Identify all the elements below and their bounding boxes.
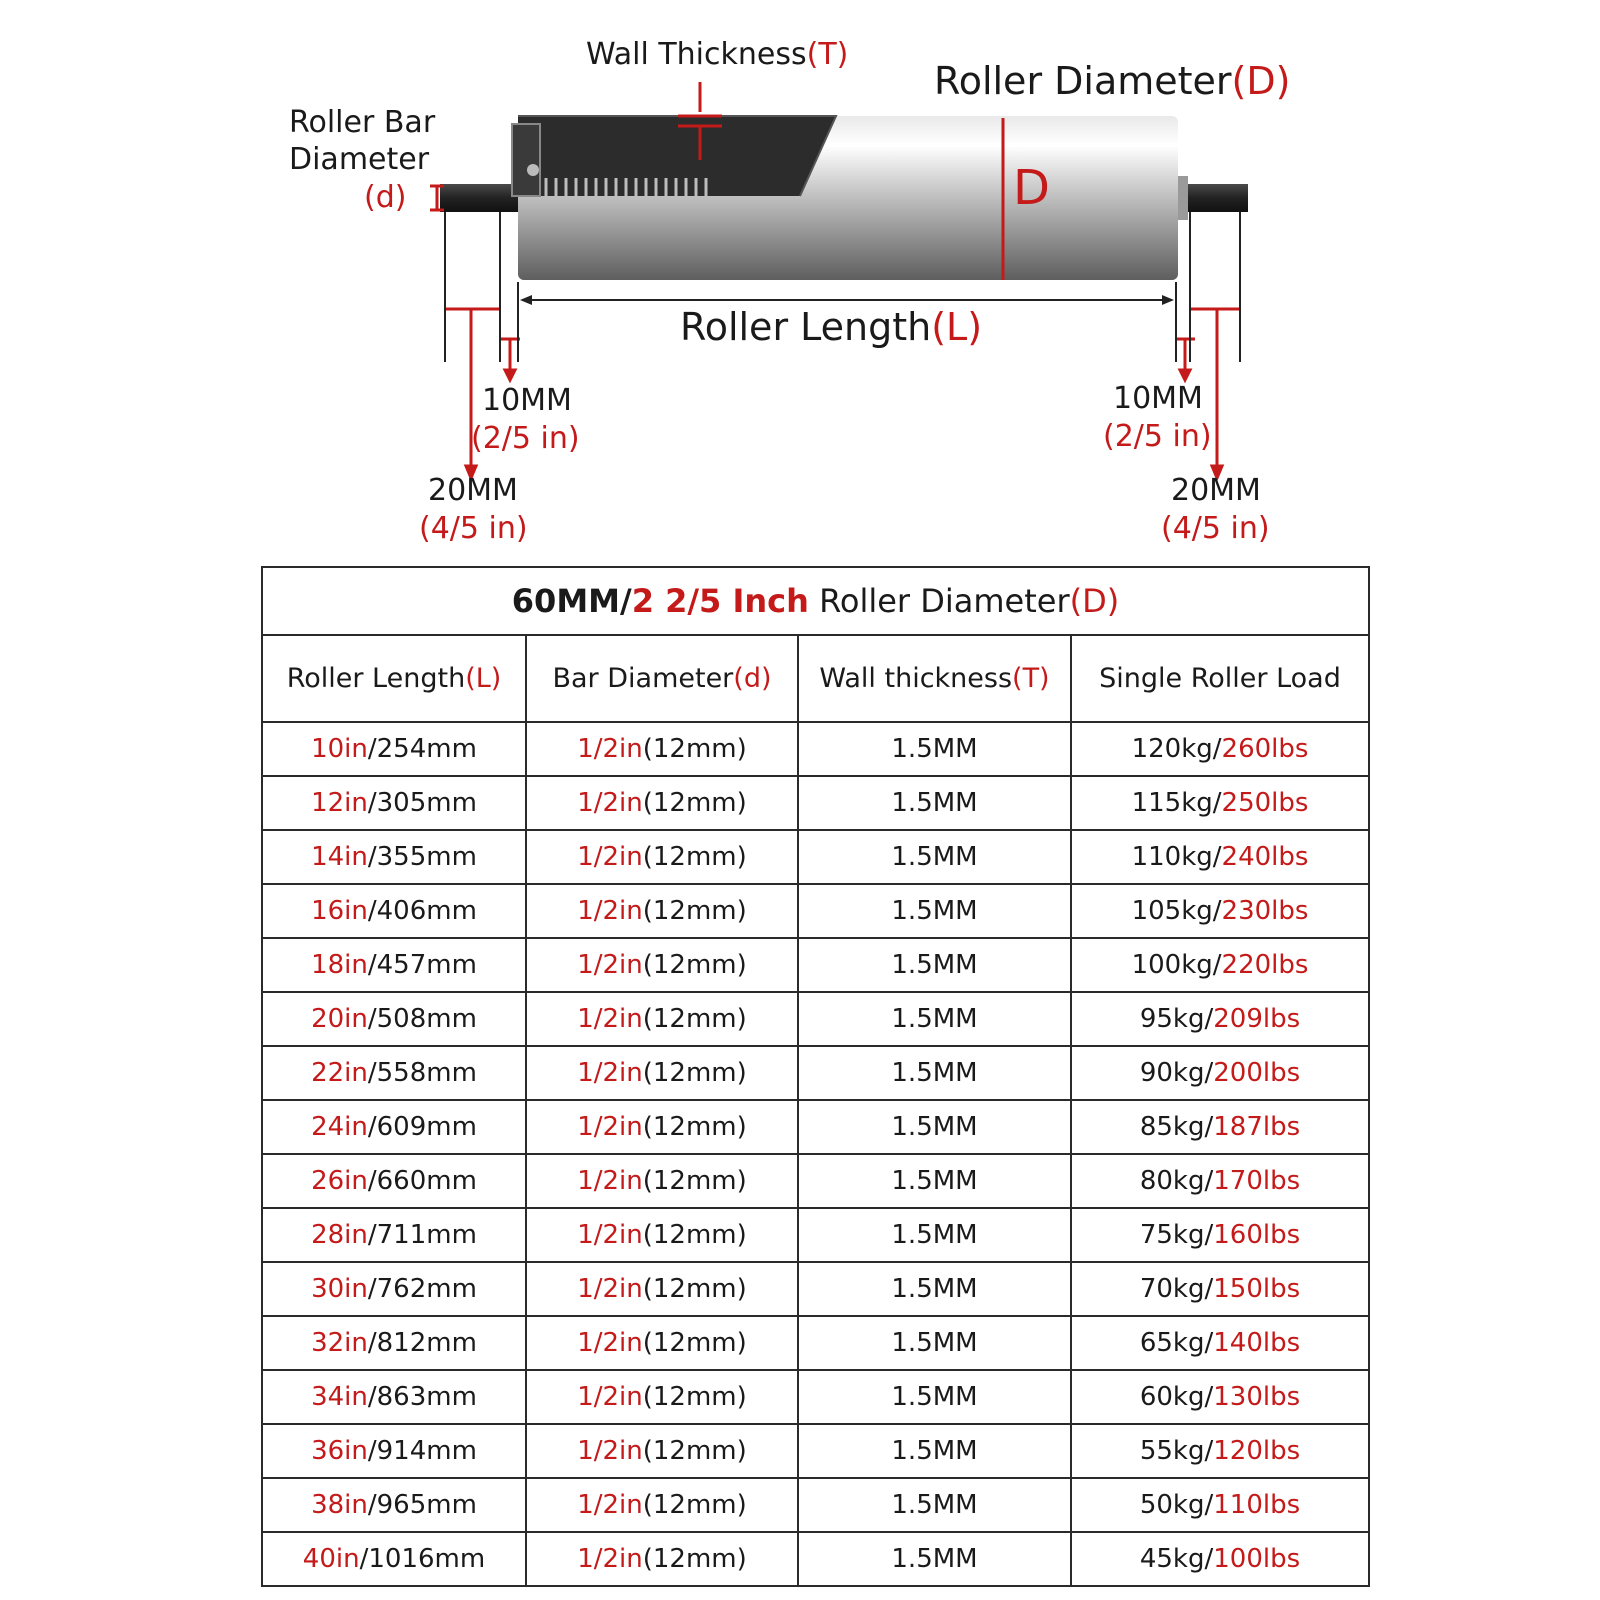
cell-load-kg: 70kg/ (1139, 1274, 1214, 1304)
cell-load-lbs: 120lbs (1213, 1436, 1301, 1466)
table-row (262, 830, 1369, 884)
cell-wall: 1.5MM (891, 1436, 978, 1466)
cell-load-lbs: 110lbs (1213, 1490, 1301, 1520)
cell-wall-thickness (798, 884, 1071, 938)
cell-len-mm: /305mm (367, 788, 477, 818)
cell-bar-in: 1/2in (577, 1436, 643, 1466)
table-row (262, 1046, 1369, 1100)
cell-len-mm: /965mm (367, 1490, 477, 1520)
cell-roller-length (262, 776, 526, 830)
cell-len-mm: /508mm (367, 1004, 477, 1034)
cell-wall-thickness (798, 1316, 1071, 1370)
cell-bar-mm: (12mm) (642, 896, 747, 926)
cell-wall: 1.5MM (891, 1166, 978, 1196)
cell-roller-length (262, 1478, 526, 1532)
cell-bar-in: 1/2in (577, 896, 643, 926)
cell-wall: 1.5MM (891, 788, 978, 818)
table-row (262, 1532, 1369, 1586)
table-row (262, 884, 1369, 938)
cell-load-lbs: 140lbs (1213, 1328, 1301, 1358)
cell-bar-diameter (526, 1532, 798, 1586)
cell-wall-thickness (798, 1154, 1071, 1208)
cell-load-lbs: 150lbs (1213, 1274, 1301, 1304)
cell-bar-mm: (12mm) (642, 1328, 747, 1358)
cell-single-roller-load (1071, 1424, 1369, 1478)
cell-roller-length (262, 830, 526, 884)
cell-bar-mm: (12mm) (642, 788, 747, 818)
wall-thickness-text: Wall Thickness (586, 37, 807, 72)
table-row (262, 1262, 1369, 1316)
cell-wall: 1.5MM (891, 1004, 978, 1034)
table-row (262, 1424, 1369, 1478)
cell-len-in: 22in (311, 1058, 368, 1088)
cell-roller-length (262, 1208, 526, 1262)
cell-load-kg: 60kg/ (1139, 1382, 1214, 1412)
cell-bar-diameter (526, 1154, 798, 1208)
cell-single-roller-load (1071, 722, 1369, 776)
bar-diameter-symbol: (d) (364, 180, 407, 215)
cell-bar-mm: (12mm) (642, 1058, 747, 1088)
cell-bar-mm: (12mm) (642, 1004, 747, 1034)
cell-wall-thickness (798, 1208, 1071, 1262)
cell-load-kg: 50kg/ (1139, 1490, 1214, 1520)
cell-wall-thickness (798, 938, 1071, 992)
cell-roller-length (262, 884, 526, 938)
cell-bar-mm: (12mm) (642, 1490, 747, 1520)
cell-load-kg: 80kg/ (1139, 1166, 1214, 1196)
cell-len-mm: /1016mm (359, 1544, 486, 1574)
inner-right-inch: (2/5 in) (1103, 419, 1212, 454)
cell-load-lbs: 200lbs (1213, 1058, 1301, 1088)
cell-wall: 1.5MM (891, 1058, 978, 1088)
header-text: Roller Length (286, 663, 466, 694)
cell-len-in: 14in (311, 842, 368, 872)
cell-len-in: 10in (311, 734, 368, 764)
roller-diagram (0, 0, 1600, 560)
cell-load-lbs: 260lbs (1221, 734, 1309, 764)
cell-load-kg: 85kg/ (1139, 1112, 1214, 1142)
cell-roller-length (262, 1262, 526, 1316)
cell-wall: 1.5MM (891, 1328, 978, 1358)
table-row (262, 776, 1369, 830)
cell-bar-diameter (526, 1424, 798, 1478)
cell-load-lbs: 220lbs (1221, 950, 1309, 980)
cell-roller-length (262, 992, 526, 1046)
inner-right-mm: 10MM (1113, 381, 1203, 416)
header-text: Bar Diameter (552, 663, 734, 694)
cell-len-mm: /558mm (367, 1058, 477, 1088)
cell-bar-in: 1/2in (577, 950, 643, 980)
cell-wall: 1.5MM (891, 1382, 978, 1412)
cell-single-roller-load (1071, 1154, 1369, 1208)
cell-wall-thickness (798, 1262, 1071, 1316)
header-roller-length (262, 635, 526, 722)
diameter-d-letter: D (1013, 160, 1050, 216)
cell-bar-diameter (526, 1478, 798, 1532)
cell-bar-diameter (526, 938, 798, 992)
cell-load-kg: 65kg/ (1139, 1328, 1214, 1358)
cell-len-mm: /609mm (367, 1112, 477, 1142)
cell-wall-thickness (798, 776, 1071, 830)
cell-bar-diameter (526, 776, 798, 830)
cell-load-lbs: 209lbs (1213, 1004, 1301, 1034)
cell-roller-length (262, 1532, 526, 1586)
cell-wall-thickness (798, 1424, 1071, 1478)
cell-single-roller-load (1071, 1316, 1369, 1370)
wall-thickness-symbol: (T) (806, 37, 849, 72)
header-symbol: (d) (733, 663, 772, 694)
cell-bar-diameter (526, 1316, 798, 1370)
cell-load-kg: 120kg/ (1131, 734, 1222, 764)
cell-len-in: 12in (311, 788, 368, 818)
cell-len-in: 36in (311, 1436, 368, 1466)
cell-len-mm: /355mm (367, 842, 477, 872)
cell-bar-in: 1/2in (577, 1004, 643, 1034)
roller-length-label (680, 305, 982, 349)
table-row (262, 1154, 1369, 1208)
table-row (262, 1370, 1369, 1424)
cell-len-in: 32in (311, 1328, 368, 1358)
cell-len-in: 28in (311, 1220, 368, 1250)
cell-bar-diameter (526, 1208, 798, 1262)
cell-len-mm: /711mm (367, 1220, 477, 1250)
outer-left-mm: 20MM (428, 473, 518, 508)
cell-single-roller-load (1071, 830, 1369, 884)
cell-bar-mm: (12mm) (642, 1166, 747, 1196)
cell-bar-mm: (12mm) (642, 734, 747, 764)
cell-roller-length (262, 1100, 526, 1154)
spec-table (261, 566, 1370, 1587)
cell-bar-mm: (12mm) (642, 1220, 747, 1250)
cell-bar-in: 1/2in (577, 1544, 643, 1574)
cell-bar-in: 1/2in (577, 1274, 643, 1304)
roller-diameter-text: Roller Diameter (934, 59, 1232, 103)
cell-bar-mm: (12mm) (642, 1382, 747, 1412)
cell-load-kg: 105kg/ (1131, 896, 1222, 926)
table-row (262, 1100, 1369, 1154)
cell-single-roller-load (1071, 1208, 1369, 1262)
bar-diameter-label-line2: Diameter (289, 142, 430, 177)
cell-bar-in: 1/2in (577, 1058, 643, 1088)
cell-bar-mm: (12mm) (642, 1436, 747, 1466)
cell-bar-in: 1/2in (577, 1166, 643, 1196)
table-header-row (262, 635, 1369, 722)
cell-load-lbs: 250lbs (1221, 788, 1309, 818)
cell-bar-mm: (12mm) (642, 1544, 747, 1574)
table-row (262, 1208, 1369, 1262)
cell-load-kg: 115kg/ (1131, 788, 1222, 818)
cell-wall: 1.5MM (891, 1112, 978, 1142)
cell-single-roller-load (1071, 1100, 1369, 1154)
cell-load-kg: 110kg/ (1131, 842, 1222, 872)
roller-drawing (0, 0, 1600, 560)
cell-load-kg: 95kg/ (1139, 1004, 1214, 1034)
cell-wall: 1.5MM (891, 896, 978, 926)
header-bar-diameter (526, 635, 798, 722)
cell-bar-in: 1/2in (577, 788, 643, 818)
cell-bar-in: 1/2in (577, 734, 643, 764)
cell-len-in: 40in (302, 1544, 360, 1574)
cell-single-roller-load (1071, 938, 1369, 992)
roller-diameter-label (934, 59, 1290, 103)
cell-bar-diameter (526, 722, 798, 776)
title-inch: 2 2/5 Inch (631, 582, 809, 620)
header-text: Wall thickness (819, 663, 1013, 694)
cell-wall-thickness (798, 1046, 1071, 1100)
cell-single-roller-load (1071, 1262, 1369, 1316)
cell-load-kg: 45kg/ (1139, 1544, 1214, 1574)
cell-len-mm: /660mm (367, 1166, 477, 1196)
cell-wall: 1.5MM (891, 842, 978, 872)
cell-wall-thickness (798, 1370, 1071, 1424)
cell-single-roller-load (1071, 1478, 1369, 1532)
header-wall-thickness (798, 635, 1071, 722)
cell-load-kg: 100kg/ (1131, 950, 1222, 980)
cell-bar-diameter (526, 1370, 798, 1424)
cell-single-roller-load (1071, 1046, 1369, 1100)
cell-wall: 1.5MM (891, 1544, 978, 1574)
cell-load-lbs: 187lbs (1213, 1112, 1301, 1142)
cell-wall: 1.5MM (891, 1490, 978, 1520)
cell-len-in: 18in (311, 950, 368, 980)
outer-left-inch: (4/5 in) (419, 511, 528, 546)
table-title (262, 567, 1369, 635)
cell-roller-length (262, 1424, 526, 1478)
cell-wall: 1.5MM (891, 734, 978, 764)
cell-bar-in: 1/2in (577, 1490, 643, 1520)
cell-len-mm: /457mm (367, 950, 477, 980)
title-text: Roller Diameter (808, 582, 1070, 620)
roller-length-symbol: (L) (931, 305, 983, 349)
table-row (262, 992, 1369, 1046)
cell-bar-diameter (526, 1100, 798, 1154)
cell-roller-length (262, 1370, 526, 1424)
cell-wall-thickness (798, 1100, 1071, 1154)
outer-right-mm: 20MM (1171, 473, 1261, 508)
cell-bar-in: 1/2in (577, 1328, 643, 1358)
cell-wall: 1.5MM (891, 950, 978, 980)
outer-right-inch: (4/5 in) (1161, 511, 1270, 546)
cell-len-mm: /254mm (367, 734, 477, 764)
inner-left-inch: (2/5 in) (471, 421, 580, 456)
cell-bar-mm: (12mm) (642, 1112, 747, 1142)
cell-load-kg: 90kg/ (1139, 1058, 1214, 1088)
roller-diameter-symbol: (D) (1231, 59, 1291, 103)
cell-len-mm: /914mm (367, 1436, 477, 1466)
cell-len-mm: /406mm (367, 896, 477, 926)
cell-wall-thickness (798, 1532, 1071, 1586)
cell-load-kg: 75kg/ (1139, 1220, 1214, 1250)
cell-roller-length (262, 1046, 526, 1100)
header-symbol: (T) (1012, 663, 1050, 694)
cell-len-in: 26in (311, 1166, 368, 1196)
cell-len-mm: /762mm (367, 1274, 477, 1304)
cell-load-lbs: 230lbs (1221, 896, 1309, 926)
cell-load-lbs: 240lbs (1221, 842, 1309, 872)
cell-single-roller-load (1071, 776, 1369, 830)
cell-len-in: 16in (311, 896, 368, 926)
cell-bar-in: 1/2in (577, 1112, 643, 1142)
cell-wall-thickness (798, 830, 1071, 884)
inner-left-mm: 10MM (482, 383, 572, 418)
table-row (262, 938, 1369, 992)
cell-bar-in: 1/2in (577, 1382, 643, 1412)
cell-load-lbs: 130lbs (1213, 1382, 1301, 1412)
cell-len-mm: /812mm (367, 1328, 477, 1358)
header-text: Single Roller Load (1099, 663, 1341, 694)
cell-load-lbs: 100lbs (1213, 1544, 1301, 1574)
title-symbol: (D) (1069, 582, 1120, 620)
cell-bar-mm: (12mm) (642, 842, 747, 872)
cell-load-lbs: 160lbs (1213, 1220, 1301, 1250)
cell-single-roller-load (1071, 884, 1369, 938)
cell-wall-thickness (798, 1478, 1071, 1532)
cell-len-in: 34in (311, 1382, 368, 1412)
cell-len-in: 20in (311, 1004, 368, 1034)
cell-bar-in: 1/2in (577, 1220, 643, 1250)
cell-wall: 1.5MM (891, 1220, 978, 1250)
cell-single-roller-load (1071, 1532, 1369, 1586)
cell-bar-diameter (526, 992, 798, 1046)
cell-single-roller-load (1071, 1370, 1369, 1424)
cell-bar-mm: (12mm) (642, 1274, 747, 1304)
cell-len-in: 30in (311, 1274, 368, 1304)
cell-bar-diameter (526, 1046, 798, 1100)
roller-length-text: Roller Length (680, 305, 932, 349)
cell-wall-thickness (798, 992, 1071, 1046)
table-title-row (262, 567, 1369, 635)
cell-load-kg: 55kg/ (1139, 1436, 1214, 1466)
cell-bar-diameter (526, 830, 798, 884)
cell-roller-length (262, 1316, 526, 1370)
header-symbol: (L) (465, 663, 502, 694)
table-row (262, 1478, 1369, 1532)
wall-thickness-label (586, 36, 848, 74)
shaft-right (1180, 184, 1248, 212)
cell-len-in: 38in (311, 1490, 368, 1520)
cell-roller-length (262, 722, 526, 776)
cell-bar-diameter (526, 1262, 798, 1316)
cell-len-in: 24in (311, 1112, 368, 1142)
cell-bar-in: 1/2in (577, 842, 643, 872)
title-mm: 60MM/ (511, 582, 632, 620)
table-body (262, 722, 1369, 1586)
cell-wall-thickness (798, 722, 1071, 776)
cell-roller-length (262, 1154, 526, 1208)
cell-bar-mm: (12mm) (642, 950, 747, 980)
bar-diameter-label-line1: Roller Bar (289, 105, 436, 140)
cell-single-roller-load (1071, 992, 1369, 1046)
cell-wall: 1.5MM (891, 1274, 978, 1304)
cell-roller-length (262, 938, 526, 992)
header-single-roller-load (1071, 635, 1369, 722)
shaft-left (440, 184, 520, 212)
cell-len-mm: /863mm (367, 1382, 477, 1412)
cell-bar-diameter (526, 884, 798, 938)
cell-load-lbs: 170lbs (1213, 1166, 1301, 1196)
table-row (262, 1316, 1369, 1370)
table-row (262, 722, 1369, 776)
